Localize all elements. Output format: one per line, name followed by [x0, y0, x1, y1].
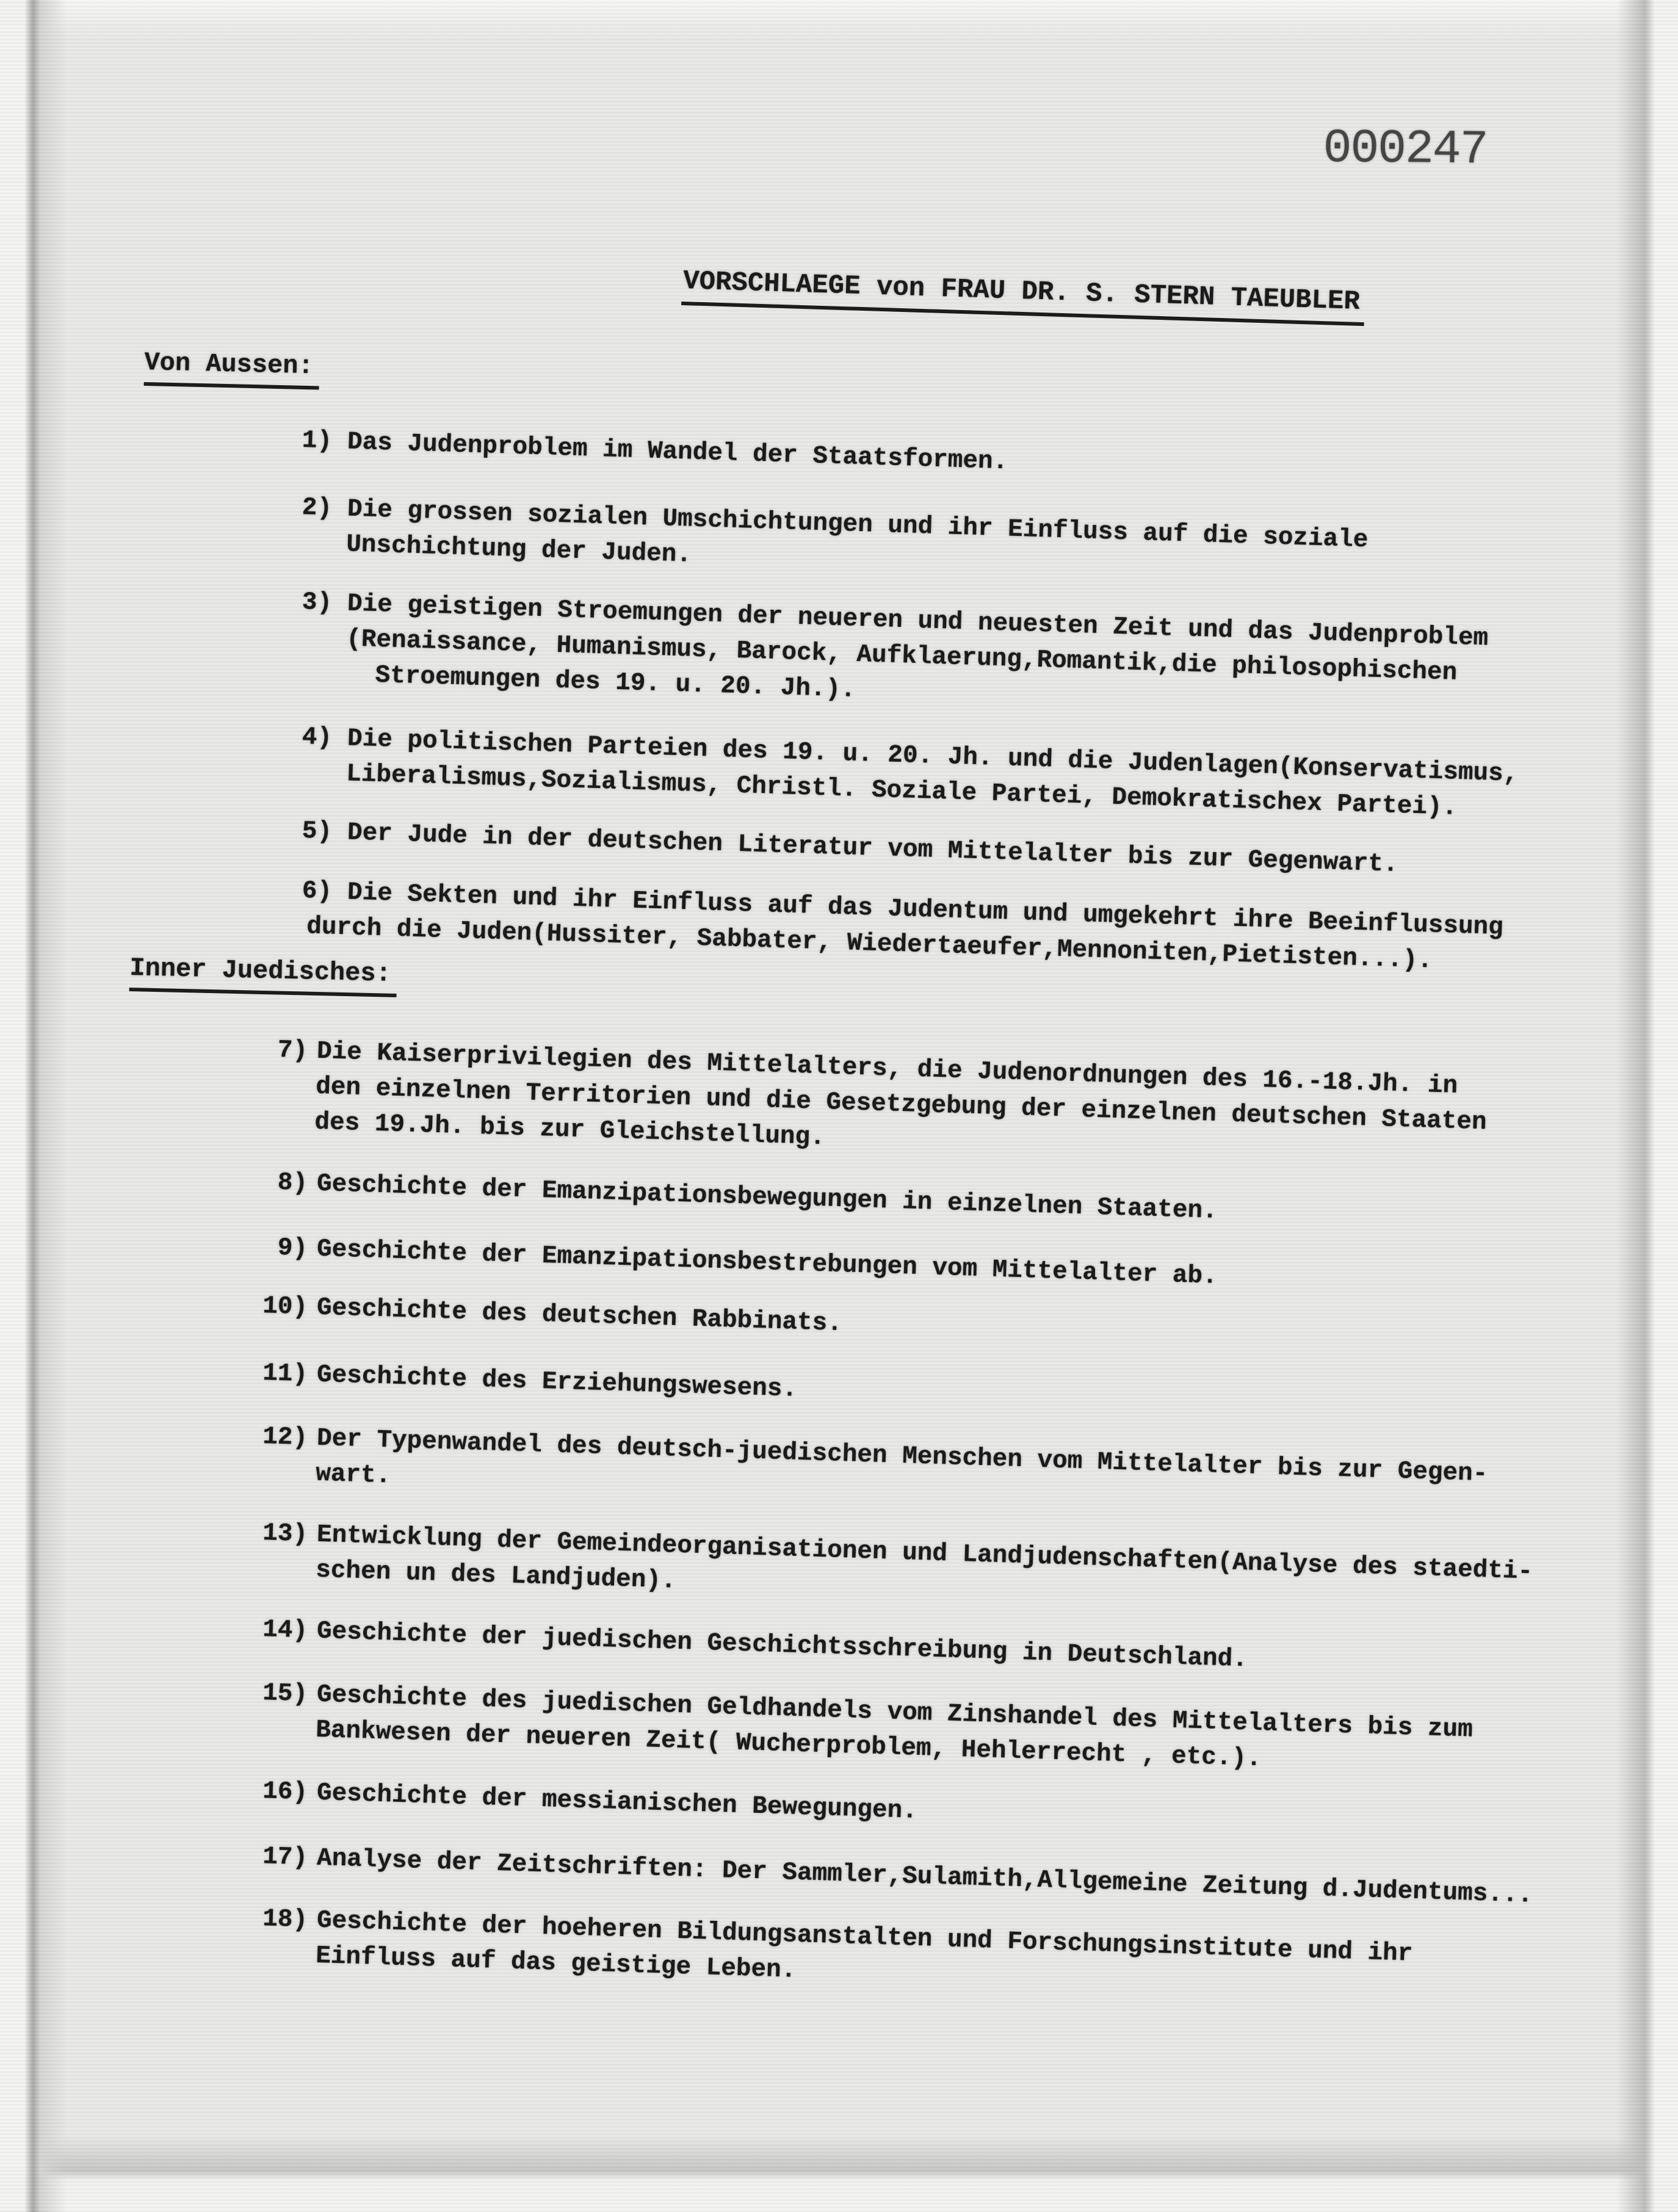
item-text: Analyse der Zeitschriften: Der Sammler,Sulamith,Allgemeine Zeitung d.Judentums...	[316, 1844, 1533, 1910]
item-number: 8)	[277, 1168, 308, 1198]
stamp-number: 000247	[1323, 122, 1488, 178]
item-number: 9)	[277, 1234, 308, 1263]
list-item-6	[239, 872, 1503, 981]
item-text: Die geistigen Stroemungen der neueren und neuesten Zeit und das Judenproblem (Renaissance, Humanismus, Barock, Aufklaerung,Romantik,die philosophischen Stroemungen des 19. u. 20. Jh.).	[344, 590, 1489, 704]
item-text: Der Typenwandel des deutsch-juedischen Menschen vom Mittelalter bis zur Gegen- wart.	[315, 1424, 1488, 1491]
item-text: Das Judenproblem im Wandel der Staatsformen.	[347, 428, 1008, 477]
item-number: 10)	[262, 1292, 308, 1322]
item-text: Die Kaiserprivilegien des Mittelalters, die Judenordnungen des 16.-18.Jh. in den einzelnen Territorien und die Gesetzgebung der einzelnen deutschen Staaten des 19.Jh. bis zur Gleichstellung.	[314, 1037, 1488, 1152]
list-item-9	[200, 1228, 1218, 1295]
item-number: 1)	[302, 427, 333, 456]
item-text: Geschichte der hoeheren Bildungsanstalten und Forschungsinstitute und ihr Einfluss auf das geistige Leben.	[315, 1906, 1413, 1985]
list-item-5	[240, 812, 1398, 883]
item-number: 4)	[302, 723, 333, 753]
item-number: 6)	[302, 877, 333, 906]
item-number: 15)	[262, 1679, 308, 1709]
item-text: Die Sekten und ihr Einfluss auf das Judentum und umgekehrt ihre Beeinflussung durch die Juden(Hussiter, Sabbater, Wiedertaeufer,Mennoniten,Pietisten...).	[306, 878, 1504, 975]
list-item-11	[200, 1354, 798, 1408]
item-text: Geschichte der messianischen Bewegungen.	[316, 1779, 918, 1826]
item-number: 16)	[262, 1777, 308, 1807]
list-item-7	[198, 1030, 1488, 1176]
item-text: Entwicklung der Gemeindeorganisationen und Landjudenschaften(Analyse des staedti- schen un des Landjuden).	[315, 1520, 1533, 1596]
list-item-4	[239, 718, 1519, 828]
list-item-1	[240, 421, 1008, 480]
list-item-15	[199, 1674, 1473, 1784]
item-text: Geschichte des Erziehungswesens.	[316, 1361, 798, 1404]
item-number: 12)	[262, 1423, 308, 1453]
list-item-13	[199, 1514, 1533, 1625]
item-number: 13)	[262, 1519, 308, 1549]
section-heading-inner-juedisches: Inner Juedisches:	[129, 953, 398, 997]
list-item-3	[238, 583, 1489, 727]
list-item-17	[200, 1837, 1533, 1914]
item-number: 3)	[302, 588, 333, 618]
item-number: 17)	[262, 1843, 308, 1873]
document-title: VORSCHLAEGE von FRAU DR. S. STERN TAEUBLER	[681, 266, 1365, 326]
item-number: 11)	[262, 1359, 308, 1389]
item-text: Geschichte der Emanzipationsbestrebungen vom Mittelalter ab.	[316, 1235, 1218, 1291]
list-item-12	[199, 1417, 1488, 1527]
item-number: 7)	[277, 1036, 308, 1066]
item-text: Geschichte des juedischen Geldhandels vom Zinshandel des Mittelalters bis zum Bankwesen der neueren Zeit( Wucherproblem, Hehlerrecht , etc.).	[315, 1680, 1474, 1774]
list-item-10	[200, 1287, 842, 1342]
item-text: Geschichte der Emanzipationsbewegungen in einzelnen Staaten.	[316, 1169, 1218, 1226]
section-heading-von-aussen: Von Aussen:	[144, 348, 320, 390]
item-text: Der Jude in der deutschen Literatur vom Mittelalter bis zur Gegenwart.	[347, 819, 1399, 879]
item-number: 2)	[302, 494, 333, 523]
item-text: Geschichte der juedischen Geschichtsschreibung in Deutschland.	[316, 1617, 1248, 1674]
list-item-14	[200, 1610, 1248, 1677]
item-text: Die grossen sozialen Umschichtungen und ihr Einfluss auf die soziale Unschichtung der Juden.	[345, 495, 1369, 569]
list-item-8	[200, 1163, 1218, 1229]
item-number: 14)	[262, 1616, 308, 1646]
item-text: Geschichte des deutschen Rabbinats.	[316, 1293, 843, 1339]
item-number: 18)	[262, 1905, 308, 1935]
item-text: Die politischen Parteien des 19. u. 20. Jh. und die Judenlagen(Konservatismus, Liberalismus,Sozialismus, Christl. Soziale Partei, Demokratischex Partei).	[345, 725, 1519, 822]
list-item-2	[239, 488, 1369, 593]
item-number: 5)	[302, 817, 333, 847]
list-item-18	[199, 1899, 1413, 2008]
list-item-16	[200, 1772, 917, 1829]
